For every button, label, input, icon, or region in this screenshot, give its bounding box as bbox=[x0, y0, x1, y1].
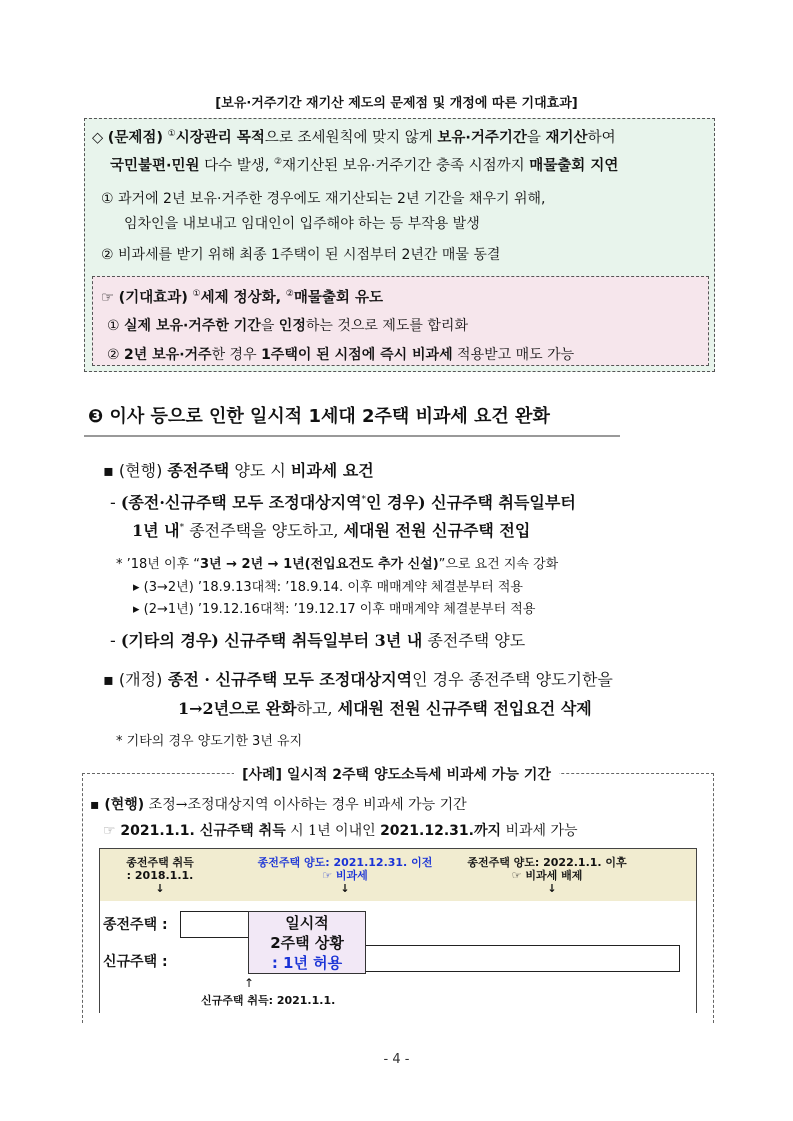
section-heading-rule bbox=[84, 435, 620, 437]
effect-line-1: ☞ (기대효과) ①세제 정상화, ②매물출회 유도 bbox=[101, 289, 383, 306]
section-heading: ❸ 이사 등으로 인한 일시적 1세대 2주택 비과세 요건 완화 bbox=[88, 406, 550, 427]
case-line-1: ▪ (현행) 조정→조정대상지역 이사하는 경우 비과세 가능 기간 bbox=[90, 797, 467, 813]
effect-item-2: ② 2년 보유·거주한 경우 1주택이 된 시점에 즉시 비과세 적용받고 매도 가능 bbox=[107, 347, 575, 363]
new-house-bar bbox=[365, 945, 680, 972]
new-acquire-label: 신규주택 취득: 2021.1.1. bbox=[201, 994, 336, 1007]
page-number: - 4 - bbox=[383, 1052, 410, 1067]
current-sub-1-cont: 1년 내* 종전주택을 양도하고, 세대원 전원 신규주택 전입 bbox=[132, 521, 531, 540]
problem-line-1: ◇ (문제점) ①시장관리 목적으로 조세원칙에 맞지 않게 보유·거주기간을 재기산하여 bbox=[92, 129, 616, 146]
current-sub-1: - (종전·신규주택 모두 조정대상지역*인 경우) 신규주택 취득일부터 bbox=[110, 493, 576, 512]
row-label-prev: 종전주택 : bbox=[103, 917, 168, 933]
diamond-icon: ◇ bbox=[92, 130, 104, 146]
problem-item-1-cont: 임차인을 내보내고 임대인이 입주해야 하는 등 부작용 발생 bbox=[124, 216, 480, 232]
down-arrow-icon: ↓ bbox=[155, 882, 165, 895]
current-sub-2: - (기타의 경우) 신규주택 취득일부터 3년 내 종전주택 양도 bbox=[110, 631, 526, 650]
revision-rule-cont: 1→2년으로 완화하고, 세대원 전원 신규주택 전입요건 삭제 bbox=[178, 699, 592, 718]
col-prev-acquire: 종전주택 취득 : 2018.1.1. ↓ bbox=[110, 856, 210, 895]
prev-house-bar bbox=[180, 911, 250, 938]
current-rule: ▪ (현행) 종전주택 양도 시 비과세 요건 bbox=[103, 461, 374, 480]
box-title: [보유·거주기간 재기산 제도의 문제점 및 개정에 따른 기대효과] bbox=[215, 96, 578, 111]
case-line-2: ☞ 2021.1.1. 신규주택 취득 시 1년 이내인 2021.12.31.까지 비과세 가능 bbox=[103, 823, 578, 839]
col-sell-before: 종전주택 양도: 2021.12.31. 이전 ☞ 비과세 ↓ bbox=[250, 856, 440, 895]
up-arrow-icon: ↑ bbox=[244, 976, 255, 990]
footnote-4: * 기타의 경우 양도기한 3년 유지 bbox=[116, 734, 303, 749]
pointing-hand-icon: ☞ bbox=[101, 290, 114, 306]
revision-rule: ▪ (개정) 종전 · 신규주택 모두 조정대상지역인 경우 종전주택 양도기한을 bbox=[103, 670, 613, 689]
problem-item-2: ② 비과세를 받기 위해 최종 1주택이 된 시점부터 2년간 매물 동결 bbox=[101, 247, 501, 263]
footnote-1: * ’18년 이후 “3년 → 2년 → 1년(전입요건도 추가 신설)”으로 요건 지속 강화 bbox=[116, 557, 559, 572]
footnote-3: ▸ (2→1년) ’19.12.16대책: ’19.12.17 이후 매매계약 체결분부터 적용 bbox=[133, 602, 536, 617]
col-sell-after: 종전주택 양도: 2022.1.1. 이후 ☞ 비과세 배제 ↓ bbox=[452, 856, 642, 895]
case-title: [사례] 일시적 2주택 양도소득세 비과세 가능 기간 bbox=[0, 764, 793, 784]
footnote-2: ▸ (3→2년) ’18.9.13대책: ’18.9.14. 이후 매매계약 체결분부터 적용 bbox=[133, 580, 523, 595]
temporary-two-house-box: 일시적 2주택 상황 : 1년 허용 bbox=[248, 911, 366, 974]
down-arrow-icon: ↓ bbox=[340, 882, 350, 895]
effect-item-1: ① 실제 보유·거주한 기간을 인정하는 것으로 제도를 합리화 bbox=[107, 318, 468, 334]
down-arrow-icon: ↓ bbox=[547, 882, 557, 895]
problem-line-2: 국민불편·민원 다수 발생, ②재기산된 보유·거주기간 충족 시점까지 매물출회 지연 bbox=[110, 157, 619, 174]
row-label-new: 신규주택 : bbox=[103, 954, 168, 970]
pointing-hand-icon: ☞ bbox=[103, 823, 116, 839]
problem-item-1: ① 과거에 2년 보유·거주한 경우에도 재기산되는 2년 기간을 채우기 위해, bbox=[101, 191, 546, 207]
